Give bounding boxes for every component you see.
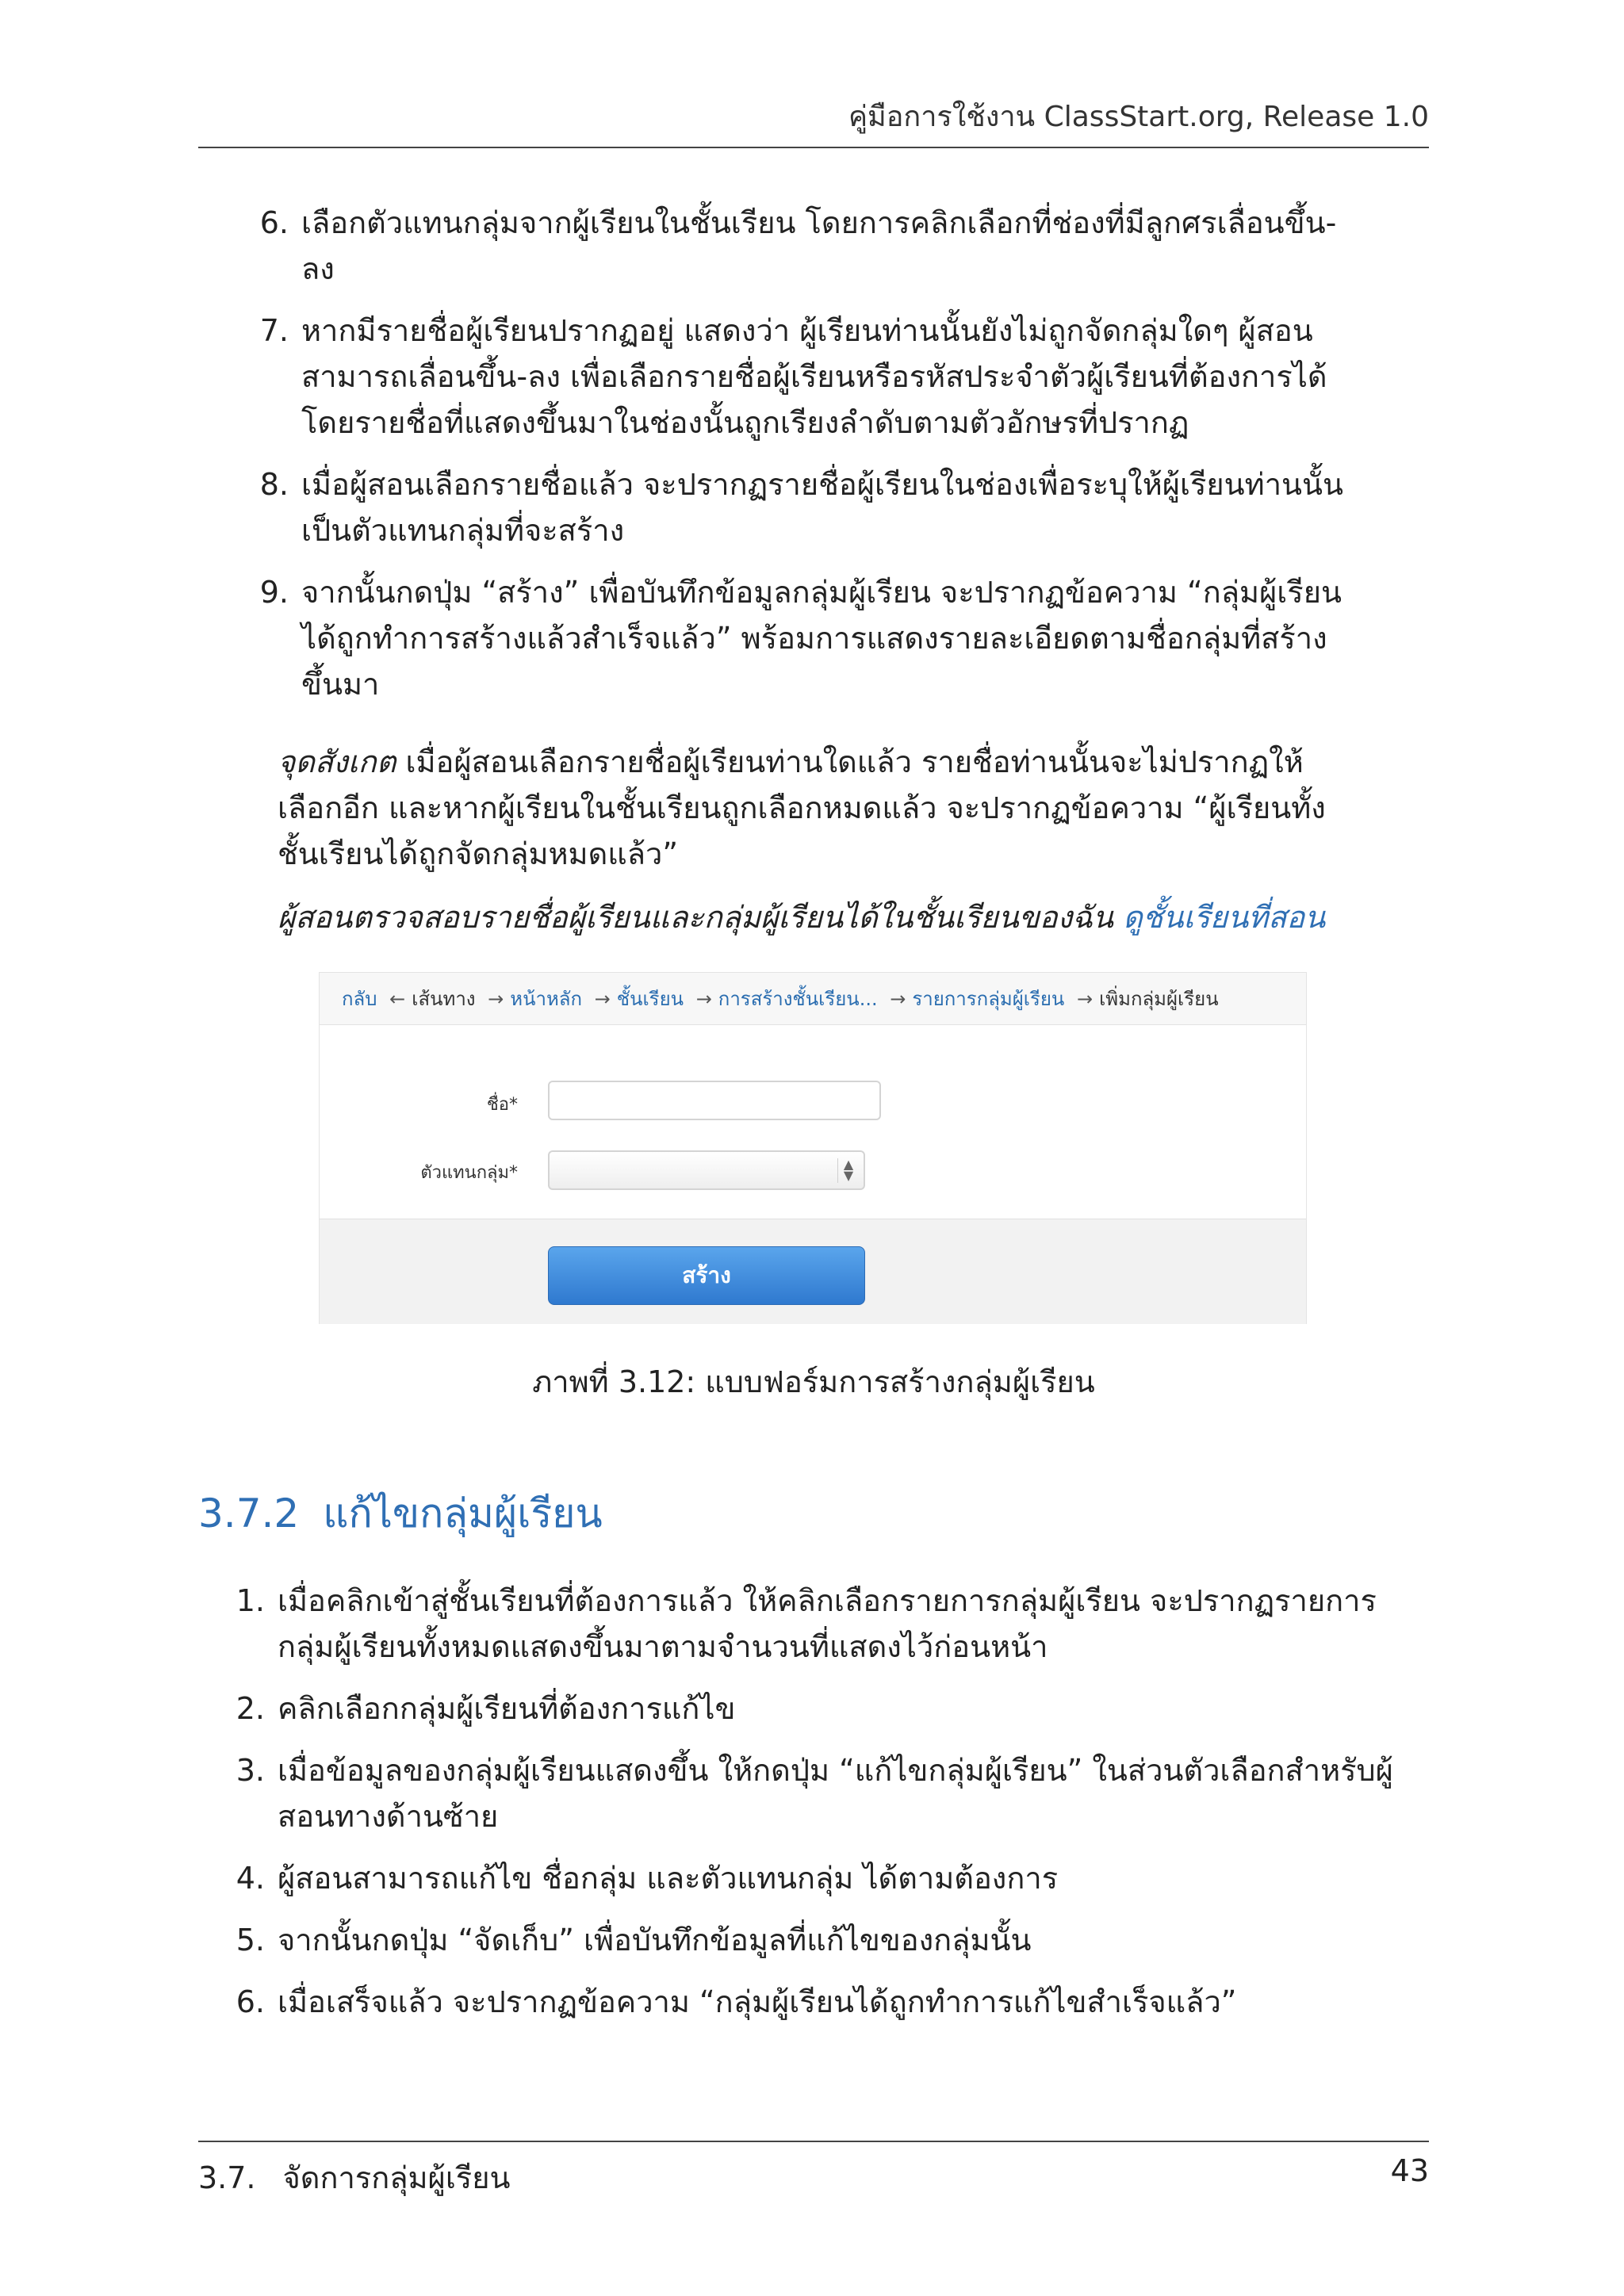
list-item-text: ผู้สอนสามารถแก้ไข ชื่อกลุ่ม และตัวแทนกลุ่ม ได้ตามต้องการ bbox=[278, 1861, 1059, 1896]
form-screenshot-figure bbox=[319, 972, 1307, 1324]
footer-section bbox=[198, 2153, 510, 2202]
list-item-text: จากนั้นกดปุ่ม “จัดเก็บ” เพื่อบันทึกข้อมูลที่แก้ไขของกลุ่มนั้น bbox=[278, 1923, 1032, 1957]
breadcrumb-classes-link[interactable]: ชั้นเรียน bbox=[616, 988, 684, 1010]
footer-section-number: 3.7. bbox=[198, 2160, 256, 2195]
list-item-number: 4. bbox=[236, 1861, 265, 1896]
list-item-number: 3. bbox=[236, 1753, 265, 1788]
running-footer bbox=[198, 2141, 1429, 2195]
breadcrumb-back-link[interactable]: กลับ bbox=[342, 988, 377, 1010]
list-item-number: 1. bbox=[236, 1583, 265, 1618]
breadcrumb-groups-link[interactable]: รายการกลุ่มผู้เรียน bbox=[912, 988, 1065, 1010]
list-item bbox=[259, 200, 1356, 292]
list-item-number: 5. bbox=[236, 1923, 265, 1957]
arrow-right-icon: → bbox=[890, 988, 906, 1010]
list-item bbox=[236, 1578, 1429, 1670]
list-item bbox=[259, 461, 1356, 553]
list-item bbox=[236, 1747, 1429, 1839]
create-group-button[interactable]: สร้าง bbox=[548, 1246, 865, 1305]
list-item-text: เมื่อเสร็จแล้ว จะปรากฏข้อความ “กลุ่มผู้เรียนได้ถูกทำการแก้ไขสำเร็จแล้ว” bbox=[278, 1984, 1237, 2019]
list-item-text: เมื่อข้อมูลของกลุ่มผู้เรียนแสดงขึ้น ให้กดปุ่ม “แก้ไขกลุ่มผู้เรียน” ในส่วนตัวเลือกสำหรับผู้สอนทางด้านซ้าย bbox=[278, 1753, 1393, 1834]
breadcrumb bbox=[320, 973, 1306, 1025]
observation-note bbox=[278, 739, 1356, 877]
list-item-number: 6. bbox=[236, 1984, 265, 2019]
create-steps-list bbox=[259, 200, 1356, 723]
section-heading bbox=[198, 1483, 1429, 1545]
group-rep-label: ตัวแทนกลุ่ม* bbox=[420, 1163, 518, 1183]
group-name-label: ชื่อ* bbox=[486, 1095, 518, 1115]
list-item-number: 7. bbox=[259, 313, 289, 348]
list-item-text: จากนั้นกดปุ่ม “สร้าง” เพื่อบันทึกข้อมูลกลุ่มผู้เรียน จะปรากฏข้อความ “กลุ่มผู้เรียนได้ถูกทำการสร้างแล้วสำเร็จแล้ว” พร้อมการแสดงรายละเอียดตามชื่อกลุ่มที่สร้างขึ้นมา bbox=[301, 575, 1342, 702]
arrow-right-icon: → bbox=[695, 988, 712, 1010]
edit-steps-list bbox=[236, 1578, 1429, 2041]
arrow-right-icon: → bbox=[1076, 988, 1094, 1010]
breadcrumb-home-link[interactable]: หน้าหลัก bbox=[510, 988, 583, 1010]
list-item bbox=[236, 1979, 1429, 2025]
list-item-text: เมื่อคลิกเข้าสู่ชั้นเรียนที่ต้องการแล้ว ให้คลิกเลือกรายการกลุ่มผู้เรียน จะปรากฏรายการกลุ่มผู้เรียนทั้งหมดแสดงขึ้นมาตามจำนวนที่แสดงไว้ก่อนหน้า bbox=[278, 1583, 1377, 1664]
running-header: คู่มือการใช้งาน ClassStart.org, Release 1.0 bbox=[198, 94, 1429, 148]
footer-section-title: จัดการกลุ่มผู้เรียน bbox=[282, 2160, 511, 2195]
section-number: 3.7.2 bbox=[198, 1490, 300, 1536]
arrow-right-icon: → bbox=[594, 988, 611, 1010]
back-arrow-icon: ← bbox=[389, 988, 406, 1010]
figure-caption: ภาพที่ 3.12: แบบฟอร์มการสร้างกลุ่มผู้เรียน bbox=[532, 1364, 1095, 1399]
select-updown-icon: ▲ ▼ bbox=[837, 1158, 859, 1183]
view-teaching-classes-link[interactable]: ดูชั้นเรียนที่สอน bbox=[1123, 900, 1326, 935]
list-item bbox=[259, 308, 1356, 446]
list-item-text: เมื่อผู้สอนเลือกรายชื่อแล้ว จะปรากฏรายชื่อผู้เรียนในช่องเพื่อระบุให้ผู้เรียนท่านนั้นเป็นตัวแทนกลุ่มที่จะสร้าง bbox=[301, 467, 1343, 548]
list-item-number: 6. bbox=[259, 205, 289, 240]
note-label: จุดสังเกต bbox=[278, 744, 396, 779]
breadcrumb-current: เพิ่มกลุ่มผู้เรียน bbox=[1099, 988, 1219, 1010]
breadcrumb-class-link[interactable]: การสร้างชั้นเรียน... bbox=[718, 988, 878, 1010]
page-number: 43 bbox=[1390, 2153, 1429, 2188]
form-actions bbox=[320, 1219, 1306, 1324]
list-item-text: เลือกตัวแทนกลุ่มจากผู้เรียนในชั้นเรียน โดยการคลิกเลือกที่ช่องที่มีลูกศรเลื่อนขึ้น-ลง bbox=[301, 205, 1337, 286]
list-item-number: 9. bbox=[259, 575, 289, 610]
arrow-right-icon: → bbox=[488, 988, 504, 1010]
list-item bbox=[236, 1855, 1429, 1901]
note-text: เมื่อผู้สอนเลือกรายชื่อผู้เรียนท่านใดแล้ว รายชื่อท่านนั้นจะไม่ปรากฏให้เลือกอีก และหากผู้เรียนในชั้นเรียนถูกเลือกหมดแล้ว จะปรากฏข้อความ “ผู้เรียนทั้งชั้นเรียนได้ถูกจัดกลุ่มหมดแล้ว” bbox=[278, 744, 1326, 871]
list-item-text: หากมีรายชื่อผู้เรียนปรากฏอยู่ แสดงว่า ผู้เรียนท่านนั้นยังไม่ถูกจัดกลุ่มใดๆ ผู้สอนสามารถเลื่อนขึ้น-ลง เพื่อเลือกรายชื่อผู้เรียนหรือรหัสประจำตัวผู้เรียนที่ต้องการได้ โดยรายชื่อที่แสดงขึ้นมาในช่องนั้นถูกเรียงลำดับตามตัวอักษรที่ปรากฏ bbox=[301, 313, 1327, 440]
teacher-check-line bbox=[278, 894, 1356, 940]
list-item bbox=[236, 1686, 1429, 1732]
teacher-check-text: ผู้สอนตรวจสอบรายชื่อผู้เรียนและกลุ่มผู้เรียนได้ในชั้นเรียนของฉัน bbox=[278, 900, 1124, 935]
list-item bbox=[236, 1917, 1429, 1963]
list-item bbox=[259, 569, 1356, 707]
list-item-text: คลิกเลือกกลุ่มผู้เรียนที่ต้องการแก้ไข bbox=[278, 1691, 736, 1726]
breadcrumb-path-label: เส้นทาง bbox=[412, 988, 476, 1010]
group-rep-select[interactable] bbox=[548, 1150, 865, 1190]
list-item-number: 8. bbox=[259, 467, 289, 502]
group-name-input[interactable] bbox=[548, 1081, 881, 1120]
list-item-number: 2. bbox=[236, 1691, 265, 1726]
section-title: แก้ไขกลุ่มผู้เรียน bbox=[323, 1490, 603, 1536]
